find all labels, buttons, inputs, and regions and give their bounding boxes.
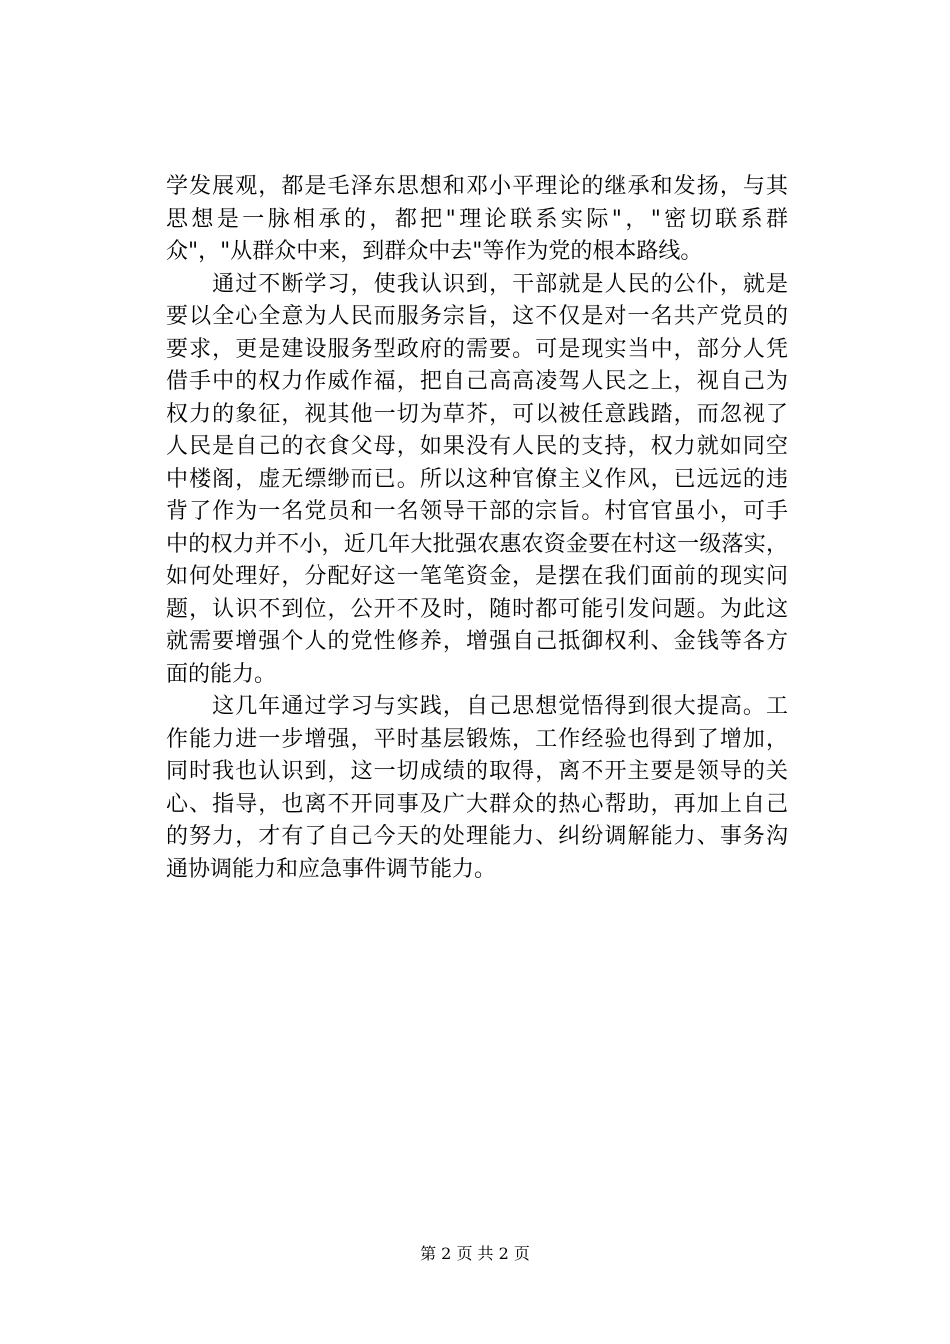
text-line: 就需要增强个人的党性修养，增强自己抵御权利、金钱等各方: [166, 629, 788, 654]
text-line: 众"，"从群众中来，到群众中去"等作为党的根本路线。: [166, 239, 703, 264]
text-line: 要求，更是建设服务型政府的需要。可是现实当中，部分人凭: [166, 336, 788, 362]
text-line: 人民是自己的衣食父母，如果没有人民的支持，权力就如同空: [166, 434, 788, 459]
text-line: 中的权力并不小，近几年大批强农惠农资金要在村这一级落实，: [166, 531, 788, 557]
text-line: 这几年通过学习与实践，自己思想觉悟得到很大提高。工: [166, 694, 788, 719]
text-line: 题，认识不到位，公开不及时，随时都可能引发问题。为此这: [166, 596, 788, 622]
text-line: 背了作为一名党员和一名领导干部的宗旨。村官官虽小，可手: [166, 499, 788, 524]
text-line: 如何处理好，分配好这一笔笔资金，是摆在我们面前的现实问: [166, 564, 788, 589]
text-line: 的努力，才有了自己今天的处理能力、纠纷调解能力、事务沟: [166, 824, 788, 849]
text-line: 借手中的权力作威作福，把自己高高凌驾人民之上，视自己为: [166, 369, 788, 394]
text-line: 通过不断学习，使我认识到，干部就是人民的公仆，就是: [166, 271, 788, 297]
page-footer: [0, 1243, 950, 1265]
text-line: 学发展观，都是毛泽东思想和邓小平理论的继承和发扬，与其: [166, 174, 788, 199]
document-body: [166, 171, 788, 886]
text-line: 中楼阁，虚无缥缈而已。所以这种官僚主义作风，已远远的违: [166, 466, 788, 492]
text-line: 权力的象征，视其他一切为草芥，可以被任意践踏，而忽视了: [166, 401, 788, 427]
text-line: 通协调能力和应急事件调节能力。: [166, 856, 497, 882]
text-line: 同时我也认识到，这一切成绩的取得，离不开主要是领导的关: [166, 759, 788, 784]
page-number: 第 2 页 共 2 页: [420, 1244, 530, 1263]
text-line: 心、指导，也离不开同事及广大群众的热心帮助，再加上自己: [166, 791, 788, 817]
text-line: 思想是一脉相承的，都把"理论联系实际"，"密切联系群: [166, 206, 788, 232]
text-line: 面的能力。: [166, 661, 277, 687]
text-line: 作能力进一步增强，平时基层锻炼，工作经验也得到了增加，: [166, 726, 788, 752]
text-line: 要以全心全意为人民而服务宗旨，这不仅是对一名共产党员的: [166, 304, 788, 329]
